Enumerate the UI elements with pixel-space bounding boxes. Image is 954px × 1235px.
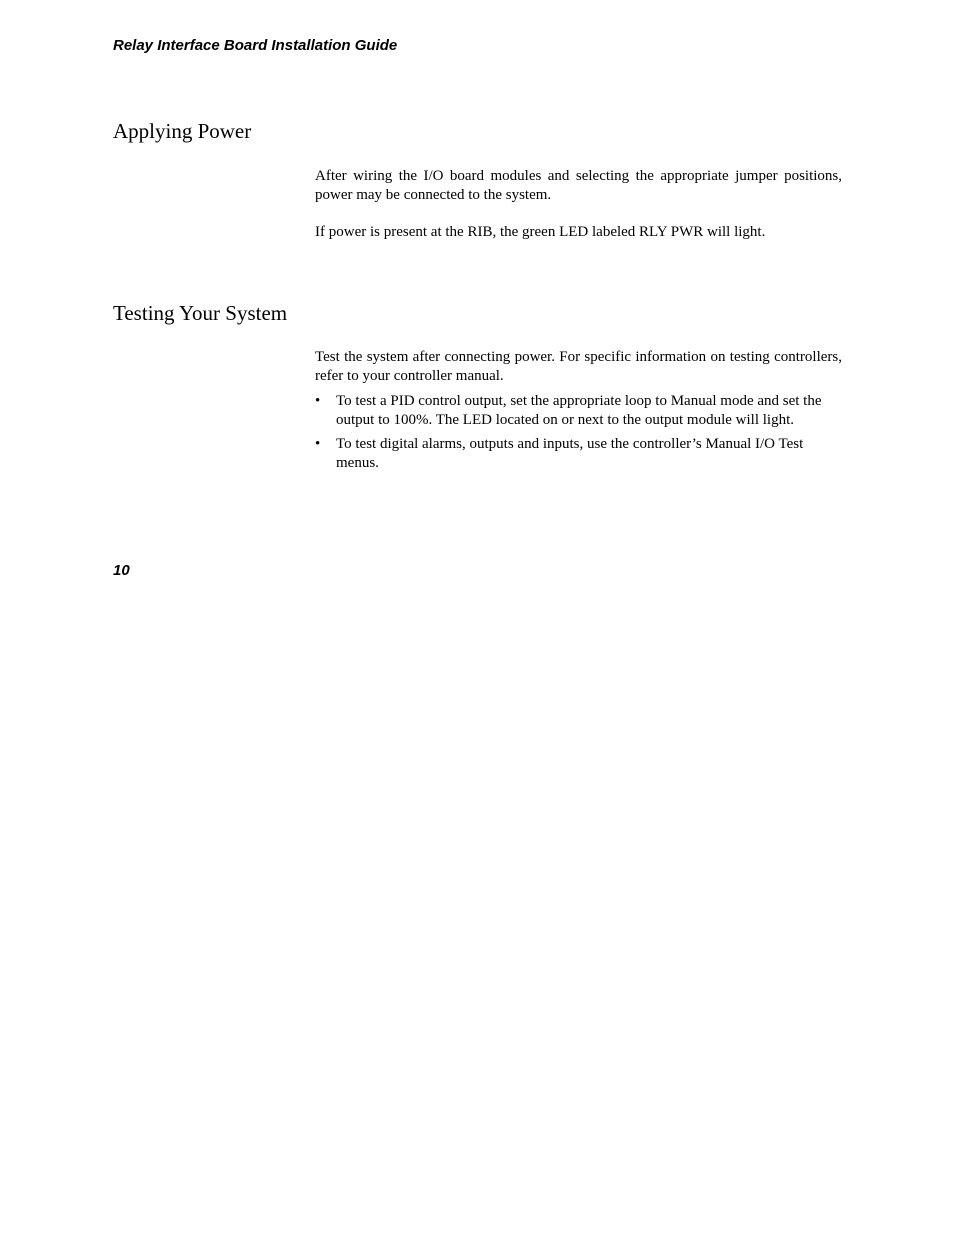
bullet-icon: • <box>315 436 321 452</box>
list-item <box>315 435 842 473</box>
paragraph: After wiring the I/O board modules and selecting the appropriate jumper positions, power may be connected to the system. <box>315 168 842 203</box>
testing-system-body <box>315 348 842 478</box>
applying-power-body <box>315 167 842 242</box>
list-item <box>315 392 842 430</box>
page-number: 10 <box>113 562 130 579</box>
list-item-text: To test a PID control output, set the appropriate loop to Manual mode and set the output to 100%. The LED located on or next to the output module will light. <box>336 393 822 428</box>
paragraph: If power is present at the RIB, the green LED labeled RLY PWR will light. <box>315 224 766 240</box>
bullet-list <box>315 392 842 473</box>
section-heading-applying-power: Applying Power <box>113 119 252 143</box>
section-heading-testing-your-system: Testing Your System <box>113 301 288 325</box>
running-header: Relay Interface Board Installation Guide <box>113 37 398 54</box>
list-item-text: To test digital alarms, outputs and inputs, use the controller’s Manual I/O Test menus. <box>336 436 804 471</box>
paragraph: Test the system after connecting power. For specific information on testing controllers, refer to your controller manual. <box>315 349 842 384</box>
bullet-icon: • <box>315 393 321 409</box>
